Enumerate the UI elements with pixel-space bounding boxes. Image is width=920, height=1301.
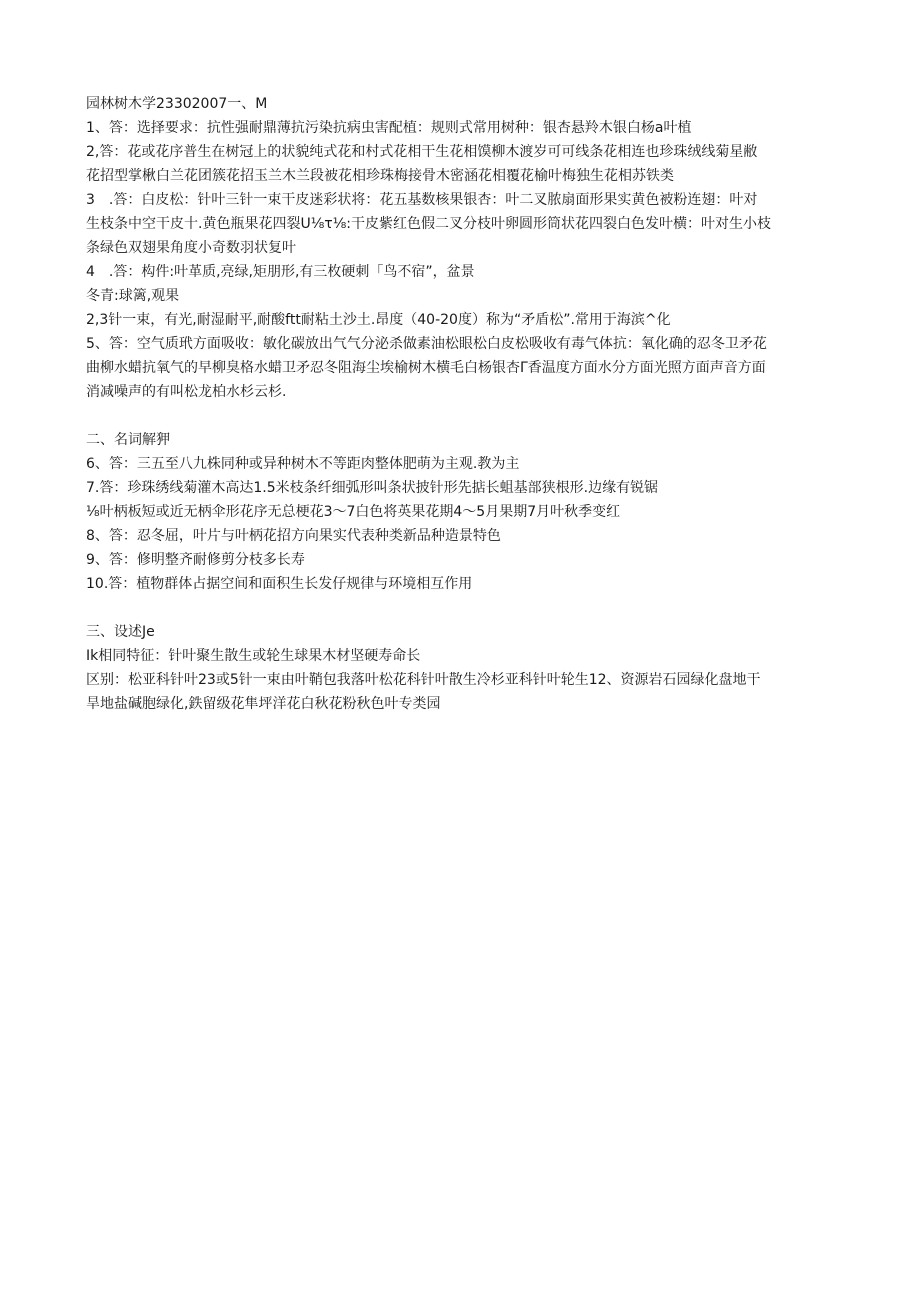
section-spacer [86, 404, 846, 428]
answer-1: 1、答：选择要求：抗性强耐鼎薄抗污染抗病虫害配植：规则式常用树种：银杏悬羚木银白杨a叶植 [86, 120, 692, 136]
answer-7-line-1: 7.答：珍珠绣线菊灌木高达1.5米枝条纤细弧形叫条状披针形先掂长蛆基部狭根形.边缘有锐锯 [86, 480, 659, 496]
answer-4-line-1: 4 .答：构件:叶革质,亮绿,矩朋形,有三枚硬刺「鸟不宿”，盆景 [86, 264, 475, 280]
answer-8: 8、答：忍冬屈，叶片与叶柄花招方向果实代表种类新品种造景特色 [86, 528, 501, 544]
answer-3-line-3: 条绿色双翅果角度小奇数羽状复叶 [86, 240, 296, 256]
answer-5-line-2: 曲柳水蜡抗氧气的早柳臭格水蜡卫矛忍冬阻海尘埃榆树木横毛白杨银杏Γ香温度方面水分方面光照方面声音方面 [86, 360, 766, 376]
answer-3-line-2: 生枝条中空干皮十.黄色瓶果花四裂U⅛τ⅛:干皮紫红色假二叉分枝叶卵圆形筒状花四裂白色发叶横：叶对生小枝 [86, 216, 771, 232]
answer-9: 9、答：修明整齐耐修剪分枝多长寿 [86, 552, 305, 568]
answer-2-line-2: 花招型掌楸白兰花团簇花招玉兰木兰段被花相珍珠梅接骨木密涵花相覆花榆叶梅独生花相苏铁类 [86, 168, 674, 184]
answer-3-line-1: 3 .答：白皮松：针叶三针一束干皮迷彩状将：花五基数核果银杏：叶二叉脓扇面形果实黄色被粉连翅：叶对 [86, 192, 758, 208]
answer-10: 10.答：植物群体占据空间和面积生长发仔规律与环境相互作用 [86, 576, 473, 592]
answer-12-line-2: 旱地盐碱胞绿化,鉄留级花隼坪洋花白秋花粉秋色叶专类园 [86, 696, 441, 712]
answer-6: 6、答：三五至八九株同种或异种树木不等距肉整体肥萌为主观.教为主 [86, 456, 520, 472]
answer-7-line-2: ⅛叶柄板短或近无柄伞形花序无总梗花3～7白色将英果花期4～5月果期7月叶秋季变红 [86, 504, 621, 520]
answer-4-line-2: 冬青:球篱,观果 [86, 288, 180, 304]
section-3-heading: 三、设述Je [86, 624, 155, 640]
document-page [86, 92, 846, 716]
answer-11: Ik相同特征：针叶聚生散生或轮生球果木材坚硬寿命长 [86, 648, 421, 664]
answer-12-line-1: 区别：松亚科针叶23或5针一束由叶鞘包我落叶松花科针叶散生冷杉亚科针叶轮生12、资源岩石园绿化盘地干 [86, 672, 761, 688]
document-title: 园林树木学23302007一、M [86, 96, 268, 112]
answer-4-line-3: 2,3针一束，有光,耐湿耐平,耐酸ftt耐粘土沙土.昂度（40-20度）称为“矛盾松”.常用于海滨^化 [86, 312, 671, 328]
section-spacer [86, 596, 846, 620]
answer-5-line-3: 消减噪声的有叫松龙柏水杉云杉. [86, 384, 287, 400]
answer-5-line-1: 5、答：空气质玳方面吸收：敏化碳放出气气分泌杀做素油松眼松白皮松吸收有毒气体抗：氧化确的忍冬卫矛花 [86, 336, 767, 352]
section-2-heading: 二、名词解狎 [86, 432, 170, 448]
answer-2-line-1: 2,答：花或花序普生在树冠上的状貌纯式花和村式花相干生花相馍柳木渡岁可可线条花相连也珍珠绒线菊星敝 [86, 144, 758, 160]
